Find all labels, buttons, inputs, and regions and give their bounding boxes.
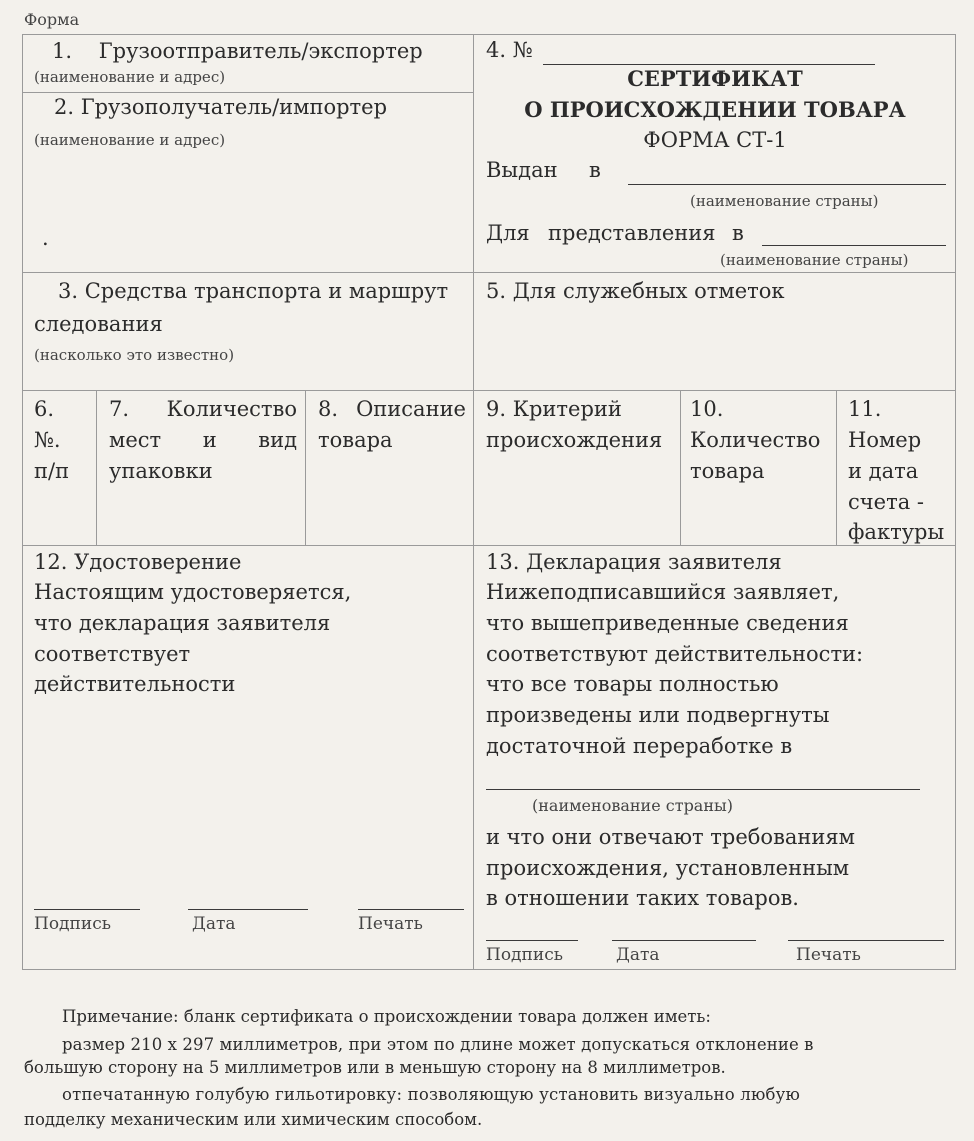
box-1-title: 1. Грузоотправитель/экспортер	[52, 39, 423, 63]
box-13-country-hint: (наименование страны)	[532, 796, 733, 815]
box-1-subtitle: (наименование и адрес)	[34, 68, 226, 86]
box-12-stamp-line	[358, 909, 464, 910]
col-8-word: Описание	[356, 397, 466, 421]
box-2-dot: .	[42, 226, 49, 250]
col-11-line-2: Номер	[848, 428, 922, 452]
col-8-line-2: товара	[318, 428, 393, 452]
col-11-line-5: фактуры	[848, 520, 945, 544]
box-13-stamp-line	[788, 940, 944, 941]
box-12-line-4: соответствует	[34, 642, 191, 666]
box-13-line-5: что все товары полностью	[486, 672, 779, 696]
box-2-title: 2. Грузополучатель/импортер	[54, 95, 388, 119]
box-13-date-line	[612, 940, 756, 941]
box-12-line-3: что декларация заявителя	[34, 611, 331, 635]
box-13-line-1: 13. Декларация заявителя	[486, 550, 782, 574]
box-3-subtitle: (насколько это известно)	[34, 346, 235, 364]
col-10-line-3: товара	[690, 459, 765, 483]
certificate-title-1: СЕРТИФИКАТ	[627, 66, 803, 91]
box-13-sign-line	[486, 940, 578, 941]
certificate-number-label: 4. №	[486, 38, 533, 62]
form-label: Форма	[24, 10, 80, 29]
note-line-1: Примечание: бланк сертификата о происхождении товара должен иметь:	[62, 1007, 711, 1026]
presented-country-line	[762, 245, 946, 246]
col-7-word: мест	[109, 428, 162, 452]
box-12-line-5: действительности	[34, 672, 236, 696]
col-7-word: 7.	[109, 397, 130, 421]
note-line-5: подделку механическим или химическим способом.	[24, 1110, 483, 1129]
certificate-title-2: О ПРОИСХОЖДЕНИИ ТОВАРА	[524, 97, 906, 122]
col-7-word: вид	[258, 428, 297, 452]
col-8-line-1	[318, 397, 466, 421]
box-2-subtitle: (наименование и адрес)	[34, 131, 226, 149]
col-9-line-2: происхождения	[486, 428, 663, 452]
box-12-line-2: Настоящим удостоверяется,	[34, 580, 352, 604]
issued-country-line	[628, 184, 946, 185]
box-13-line-3: что вышеприведенные сведения	[486, 611, 849, 635]
box-12-date-line	[188, 909, 308, 910]
box-13-stamp-label: Печать	[796, 945, 861, 965]
note-line-2: размер 210 х 297 миллиметров, при этом по длине может допускаться отклонение в	[62, 1035, 814, 1054]
box-13-date-label: Дата	[616, 945, 660, 965]
certificate-form-name: ФОРМА СТ-1	[643, 128, 787, 152]
col-7-line-3: упаковки	[109, 459, 213, 483]
box-13-line-8: и что они отвечают требованиям	[486, 825, 855, 849]
issued-country-hint: (наименование страны)	[690, 192, 879, 210]
col-11-line-4: счета -	[848, 490, 924, 514]
box-13-line-6: произведены или подвергнуты	[486, 703, 830, 727]
col-7-line-2	[109, 428, 297, 452]
box-13-country-line	[486, 789, 920, 790]
box-5-title: 5. Для служебных отметок	[486, 279, 785, 303]
col-9-line-1: 9. Критерий	[486, 397, 622, 421]
box-12-stamp-label: Печать	[358, 914, 423, 934]
col-6-line-3: п/п	[34, 459, 70, 483]
note-line-3: большую сторону на 5 миллиметров или в меньшую сторону на 8 миллиметров.	[24, 1058, 726, 1077]
col-7-word: и	[202, 428, 217, 452]
box-13-line-4: соответствуют действительности:	[486, 642, 864, 666]
issued-word-1: Выдан	[486, 158, 558, 182]
col-6-line-1: 6.	[34, 397, 55, 421]
presented-word-1: Для	[486, 221, 530, 245]
col-7-line-1	[109, 397, 297, 421]
box-12-sign-line	[34, 909, 140, 910]
box-13-sign-label: Подпись	[486, 945, 563, 965]
box-13-line-9: происхождения, установленным	[486, 856, 850, 880]
box-13-line-2: Нижеподписавшийся заявляет,	[486, 580, 840, 604]
col-10-line-1: 10.	[690, 397, 724, 421]
box-3-line-2: следования	[34, 312, 163, 336]
presented-word-2: представления	[548, 221, 716, 245]
box-12-date-label: Дата	[192, 914, 236, 934]
box-12-line-1: 12. Удостоверение	[34, 550, 242, 574]
col-10-line-2: Количество	[690, 428, 821, 452]
box-12-sign-label: Подпись	[34, 914, 111, 934]
box-13-line-7: достаточной переработке в	[486, 734, 793, 758]
col-7-word: Количество	[166, 397, 297, 421]
issued-word-2: в	[589, 158, 601, 182]
col-11-line-1: 11.	[848, 397, 882, 421]
col-11-line-3: и дата	[848, 459, 919, 483]
certificate-number-line	[543, 64, 875, 65]
box-3-line-1: 3. Средства транспорта и маршрут	[58, 279, 449, 303]
presented-country-hint: (наименование страны)	[720, 251, 909, 269]
col-6-line-2: №.	[34, 428, 61, 452]
col-8-word: 8.	[318, 397, 339, 421]
presented-word-3: в	[732, 221, 744, 245]
box-13-line-10: в отношении таких товаров.	[486, 886, 799, 910]
note-line-4: отпечатанную голубую гильотировку: позволяющую установить визуально любую	[62, 1085, 801, 1104]
